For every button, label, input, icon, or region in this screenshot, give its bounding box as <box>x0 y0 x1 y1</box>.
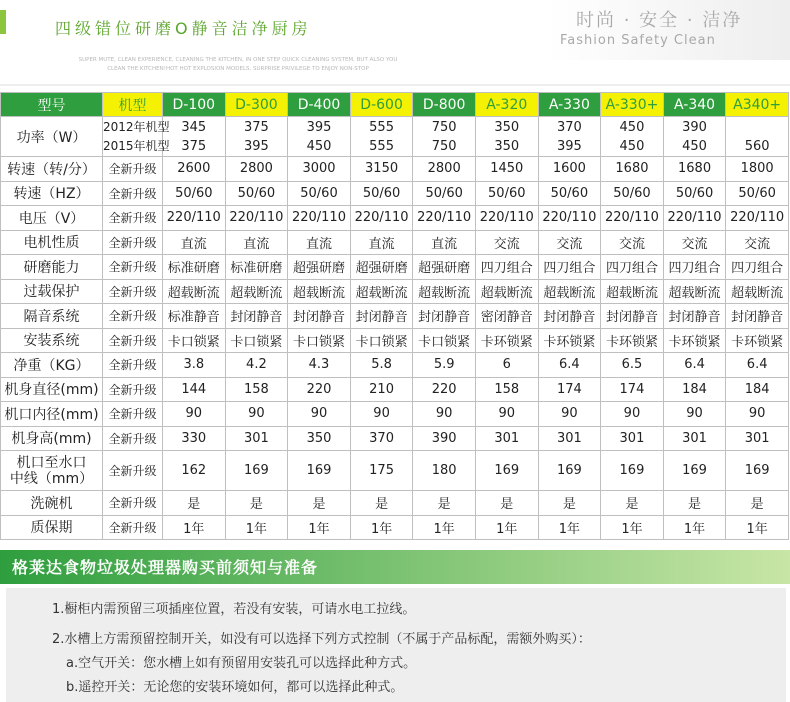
row-label: 洗碗机 <box>1 491 103 516</box>
value-cell: 标准研磨 <box>225 255 288 280</box>
value-cell: 3150 <box>350 157 413 182</box>
row-type-cell: 全新升级 <box>103 402 163 427</box>
value-cell: 6.4 <box>726 353 789 378</box>
value-cell: 封闭静音 <box>225 304 288 329</box>
subtitle-line-2: CLEAN THE KITCHEN!HOT HOT EXPLOSION MODELS, SURPRISE PRIVILEGE TO ENJOY NON-STOP <box>107 66 369 72</box>
notice-item-2b: b.遥控开关：无论您的安装环境如何，都可以选择此种式。 <box>66 680 404 695</box>
row-type-cell: 全新升级 <box>103 426 163 451</box>
value-cell: 169 <box>726 451 789 491</box>
year-2012-label: 2012年机型 <box>103 119 170 134</box>
value-cell: 是 <box>288 491 351 516</box>
model-cell: A-340 <box>663 93 726 117</box>
value-cell: 50/60 <box>288 181 351 206</box>
value-cell: 是 <box>163 491 226 516</box>
value-cell: 169 <box>601 451 664 491</box>
value-cell: 220/110 <box>350 206 413 231</box>
model-cell: D-400 <box>288 93 351 117</box>
value-cell: 直流 <box>225 230 288 255</box>
value-cell: 超强研磨 <box>350 255 413 280</box>
value-cell: 210 <box>350 377 413 402</box>
power-cell <box>663 117 726 157</box>
value-cell: 50/60 <box>538 181 601 206</box>
value-cell: 50/60 <box>163 181 226 206</box>
value-cell: 390 <box>413 426 476 451</box>
power-2015-value: 375 <box>181 138 207 154</box>
value-cell: 1年 <box>475 515 538 540</box>
value-cell: 卡环锁紧 <box>475 328 538 353</box>
value-cell: 1年 <box>726 515 789 540</box>
value-cell: 220/110 <box>225 206 288 231</box>
value-cell: 封闭静音 <box>601 304 664 329</box>
value-cell: 超载断流 <box>663 279 726 304</box>
value-cell: 330 <box>163 426 226 451</box>
value-cell: 158 <box>475 377 538 402</box>
spec-row <box>1 304 789 329</box>
power-2012-value: 450 <box>619 119 645 135</box>
power-2015-value: 350 <box>494 138 520 154</box>
value-cell: 90 <box>726 402 789 427</box>
value-cell: 90 <box>413 402 476 427</box>
power-cell <box>601 117 664 157</box>
power-2015-value: 450 <box>619 138 645 154</box>
value-cell: 3000 <box>288 157 351 182</box>
row-type-cell: 全新升级 <box>103 255 163 280</box>
value-cell: 90 <box>350 402 413 427</box>
value-cell: 6.5 <box>601 353 664 378</box>
value-cell: 1800 <box>726 157 789 182</box>
value-cell: 交流 <box>663 230 726 255</box>
value-cell: 90 <box>225 402 288 427</box>
value-cell: 180 <box>413 451 476 491</box>
value-cell: 封闭静音 <box>538 304 601 329</box>
spec-row <box>1 230 789 255</box>
header-subtitle <box>38 56 438 74</box>
notice-item-2a: a.空气开关：您水槽上如有预留用安装孔可以选择此种方式。 <box>66 656 417 671</box>
spec-row <box>1 377 789 402</box>
model-cell: D-300 <box>225 93 288 117</box>
value-cell: 301 <box>663 426 726 451</box>
row-label: 电压（V） <box>1 206 103 231</box>
model-cell: D-100 <box>163 93 226 117</box>
value-cell: 301 <box>538 426 601 451</box>
value-cell: 卡环锁紧 <box>601 328 664 353</box>
spec-row <box>1 255 789 280</box>
value-cell: 220/110 <box>288 206 351 231</box>
value-cell: 3.8 <box>163 353 226 378</box>
value-cell: 301 <box>225 426 288 451</box>
value-cell: 交流 <box>475 230 538 255</box>
value-cell: 1年 <box>538 515 601 540</box>
slogan-en: Fashion Safety Clean <box>560 33 716 48</box>
power-cell <box>288 117 351 157</box>
value-cell: 50/60 <box>663 181 726 206</box>
power-cell <box>538 117 601 157</box>
row-label: 研磨能力 <box>1 255 103 280</box>
spec-row <box>1 181 789 206</box>
power-cell <box>163 117 226 157</box>
value-cell: 50/60 <box>350 181 413 206</box>
value-cell: 1年 <box>163 515 226 540</box>
value-cell: 是 <box>726 491 789 516</box>
value-cell: 4.2 <box>225 353 288 378</box>
value-cell: 交流 <box>601 230 664 255</box>
row-type-cell: 全新升级 <box>103 181 163 206</box>
spec-row <box>1 491 789 516</box>
row-label: 净重（KG） <box>1 353 103 378</box>
value-cell: 超强研磨 <box>413 255 476 280</box>
value-cell: 220/110 <box>538 206 601 231</box>
row-type-cell: 全新升级 <box>103 279 163 304</box>
power-cell <box>413 117 476 157</box>
mouth-to-drain-row <box>1 451 789 491</box>
subtitle-line-1: SUPER MUTE, CLEAN EXPERIENCE, CLEANING THE KITCHEN, IN ONE STEP QUICK CLEANING SYSTEM, BUT ALSO YOU <box>78 57 398 63</box>
value-cell: 350 <box>288 426 351 451</box>
value-cell: 175 <box>350 451 413 491</box>
power-cell <box>350 117 413 157</box>
value-cell: 220/110 <box>663 206 726 231</box>
value-cell: 50/60 <box>726 181 789 206</box>
value-cell: 169 <box>663 451 726 491</box>
slogan-panel <box>546 0 790 60</box>
value-cell: 直流 <box>288 230 351 255</box>
value-cell: 是 <box>601 491 664 516</box>
header-label-cell: 型号 <box>1 93 103 117</box>
value-cell: 2800 <box>413 157 476 182</box>
row-label: 功率（W） <box>1 117 103 157</box>
value-cell: 220 <box>288 377 351 402</box>
value-cell: 卡环锁紧 <box>726 328 789 353</box>
value-cell: 是 <box>225 491 288 516</box>
header-left <box>0 0 540 72</box>
value-cell: 162 <box>163 451 226 491</box>
value-cell: 1年 <box>413 515 476 540</box>
value-cell: 4.3 <box>288 353 351 378</box>
row-type-cell: 全新升级 <box>103 451 163 491</box>
value-cell: 是 <box>475 491 538 516</box>
value-cell: 1680 <box>601 157 664 182</box>
value-cell: 6.4 <box>663 353 726 378</box>
value-cell: 2600 <box>163 157 226 182</box>
row-label: 转速（HZ） <box>1 181 103 206</box>
value-cell: 交流 <box>538 230 601 255</box>
row-label: 电机性质 <box>1 230 103 255</box>
power-2015-value: 555 <box>369 138 394 154</box>
value-cell: 220/110 <box>475 206 538 231</box>
value-cell: 301 <box>601 426 664 451</box>
row-label: 机口内径(mm) <box>1 402 103 427</box>
value-cell: 1年 <box>350 515 413 540</box>
notice-title-bar <box>0 550 790 584</box>
value-cell: 1600 <box>538 157 601 182</box>
row-label: 机身直径(mm) <box>1 377 103 402</box>
page-title: 四级错位研磨O静音洁净厨房 <box>55 19 312 38</box>
value-cell: 封闭静音 <box>288 304 351 329</box>
power-2015-value: 560 <box>744 138 770 154</box>
value-cell: 标准静音 <box>163 304 226 329</box>
power-2015-value: 750 <box>431 138 457 154</box>
row-label: 安装系统 <box>1 328 103 353</box>
power-2012-value: 555 <box>369 119 394 135</box>
spec-row <box>1 206 789 231</box>
value-cell: 四刀组合 <box>663 255 726 280</box>
value-cell: 1年 <box>288 515 351 540</box>
value-cell: 184 <box>726 377 789 402</box>
row-type-cell: 全新升级 <box>103 353 163 378</box>
value-cell: 封闭静音 <box>350 304 413 329</box>
value-cell: 158 <box>225 377 288 402</box>
spec-row <box>1 426 789 451</box>
row-type-cell: 全新升级 <box>103 206 163 231</box>
row-label <box>1 451 103 491</box>
value-cell: 超载断流 <box>538 279 601 304</box>
model-cell: A340+ <box>726 93 789 117</box>
value-cell: 50/60 <box>225 181 288 206</box>
accent-bar <box>0 10 6 34</box>
value-cell: 90 <box>288 402 351 427</box>
value-cell: 卡环锁紧 <box>538 328 601 353</box>
value-cell: 封闭静音 <box>726 304 789 329</box>
value-cell: 标准研磨 <box>163 255 226 280</box>
value-cell: 169 <box>225 451 288 491</box>
header-row <box>1 93 789 117</box>
value-cell: 超强研磨 <box>288 255 351 280</box>
value-cell: 144 <box>163 377 226 402</box>
spec-row <box>1 157 789 182</box>
spec-row <box>1 279 789 304</box>
power-2012-value: 390 <box>682 119 707 135</box>
value-cell: 卡口锁紧 <box>288 328 351 353</box>
value-cell: 超载断流 <box>726 279 789 304</box>
spec-row <box>1 328 789 353</box>
value-cell: 超载断流 <box>163 279 226 304</box>
value-cell: 301 <box>726 426 789 451</box>
header-type-cell: 机型 <box>103 93 163 117</box>
value-cell: 90 <box>538 402 601 427</box>
value-cell: 是 <box>663 491 726 516</box>
power-year-cell <box>103 117 170 157</box>
power-2012-value: 350 <box>494 119 520 135</box>
notice-panel <box>6 588 786 702</box>
spec-row <box>1 402 789 427</box>
value-cell: 1年 <box>601 515 664 540</box>
row-type-cell: 全新升级 <box>103 515 163 540</box>
value-cell: 是 <box>350 491 413 516</box>
value-cell: 直流 <box>350 230 413 255</box>
model-cell: A-330 <box>538 93 601 117</box>
value-cell: 2800 <box>225 157 288 182</box>
power-row <box>1 117 789 157</box>
power-2015-value: 395 <box>556 138 582 154</box>
value-cell: 6.4 <box>538 353 601 378</box>
row-label: 隔音系统 <box>1 304 103 329</box>
value-cell: 卡口锁紧 <box>163 328 226 353</box>
value-cell: 超载断流 <box>413 279 476 304</box>
row-label: 质保期 <box>1 515 103 540</box>
value-cell: 1450 <box>475 157 538 182</box>
spec-table <box>0 92 789 540</box>
value-cell: 5.9 <box>413 353 476 378</box>
value-cell: 交流 <box>726 230 789 255</box>
value-cell: 封闭静音 <box>663 304 726 329</box>
value-cell: 超载断流 <box>288 279 351 304</box>
value-cell: 220/110 <box>413 206 476 231</box>
value-cell: 四刀组合 <box>726 255 789 280</box>
power-2012-value: 370 <box>556 119 582 135</box>
row-type-cell: 全新升级 <box>103 304 163 329</box>
value-cell: 169 <box>538 451 601 491</box>
power-2015-value: 395 <box>243 138 269 154</box>
page-header <box>0 0 790 88</box>
value-cell: 220/110 <box>601 206 664 231</box>
value-cell: 301 <box>475 426 538 451</box>
year-2015-label: 2015年机型 <box>103 138 170 153</box>
model-cell: D-800 <box>413 93 476 117</box>
power-2012-value: 345 <box>181 119 207 135</box>
value-cell: 90 <box>663 402 726 427</box>
value-cell: 220/110 <box>163 206 226 231</box>
value-cell: 174 <box>601 377 664 402</box>
spec-row <box>1 353 789 378</box>
value-cell: 50/60 <box>475 181 538 206</box>
value-cell: 卡口锁紧 <box>225 328 288 353</box>
notice-item-1: 1.橱柜内需预留三项插座位置，若没有安装，可请水电工拉线。 <box>52 602 416 617</box>
value-cell: 四刀组合 <box>475 255 538 280</box>
value-cell: 四刀组合 <box>538 255 601 280</box>
row-label: 转速（转/分） <box>1 157 103 182</box>
row-type-cell: 全新升级 <box>103 377 163 402</box>
row-label-line: 中线（mm） <box>9 470 94 487</box>
value-cell: 超载断流 <box>601 279 664 304</box>
row-label: 过载保护 <box>1 279 103 304</box>
value-cell: 90 <box>163 402 226 427</box>
power-cell <box>726 117 789 157</box>
row-type-cell: 全新升级 <box>103 328 163 353</box>
value-cell: 直流 <box>163 230 226 255</box>
value-cell: 1年 <box>225 515 288 540</box>
row-type-cell: 全新升级 <box>103 491 163 516</box>
row-label-line: 机口至水口 <box>16 454 87 471</box>
value-cell: 90 <box>601 402 664 427</box>
power-cell <box>225 117 288 157</box>
notice-item-2: 2.水槽上方需预留控制开关，如没有可以选择下列方式控制（不属于产品标配，需额外购买）： <box>52 632 591 647</box>
value-cell: 是 <box>413 491 476 516</box>
row-type-cell: 全新升级 <box>103 157 163 182</box>
power-2012-value: 395 <box>306 119 332 135</box>
value-cell: 四刀组合 <box>601 255 664 280</box>
value-cell: 卡口锁紧 <box>350 328 413 353</box>
model-cell: D-600 <box>350 93 413 117</box>
value-cell: 超载断流 <box>475 279 538 304</box>
power-2012-value: 750 <box>431 119 457 135</box>
notice-title: 格莱达食物垃圾处理器购买前须知与准备 <box>12 558 319 577</box>
value-cell: 169 <box>288 451 351 491</box>
value-cell: 1680 <box>663 157 726 182</box>
spec-row <box>1 515 789 540</box>
value-cell: 50/60 <box>601 181 664 206</box>
power-2012-value <box>726 118 788 137</box>
spec-table-body <box>1 93 789 540</box>
header-divider <box>0 84 790 86</box>
value-cell: 超载断流 <box>225 279 288 304</box>
row-label: 机身高(mm) <box>1 426 103 451</box>
value-cell: 超载断流 <box>350 279 413 304</box>
value-cell: 370 <box>350 426 413 451</box>
value-cell: 90 <box>475 402 538 427</box>
value-cell: 184 <box>663 377 726 402</box>
value-cell: 密闭静音 <box>475 304 538 329</box>
power-cell <box>475 117 538 157</box>
value-cell: 220 <box>413 377 476 402</box>
value-cell: 直流 <box>413 230 476 255</box>
value-cell: 220/110 <box>726 206 789 231</box>
value-cell: 封闭静音 <box>413 304 476 329</box>
value-cell: 5.8 <box>350 353 413 378</box>
power-2015-value: 450 <box>306 138 332 154</box>
value-cell: 6 <box>475 353 538 378</box>
value-cell: 是 <box>538 491 601 516</box>
value-cell: 174 <box>538 377 601 402</box>
value-cell: 卡环锁紧 <box>663 328 726 353</box>
row-type-cell: 全新升级 <box>103 230 163 255</box>
value-cell: 卡口锁紧 <box>413 328 476 353</box>
power-2012-value: 375 <box>243 119 269 135</box>
model-cell: A-320 <box>475 93 538 117</box>
value-cell: 169 <box>475 451 538 491</box>
value-cell: 1年 <box>663 515 726 540</box>
slogan-cn: 时尚 · 安全 · 洁净 <box>576 10 743 31</box>
value-cell: 50/60 <box>413 181 476 206</box>
power-2015-value: 450 <box>682 138 707 154</box>
model-cell: A-330+ <box>601 93 664 117</box>
